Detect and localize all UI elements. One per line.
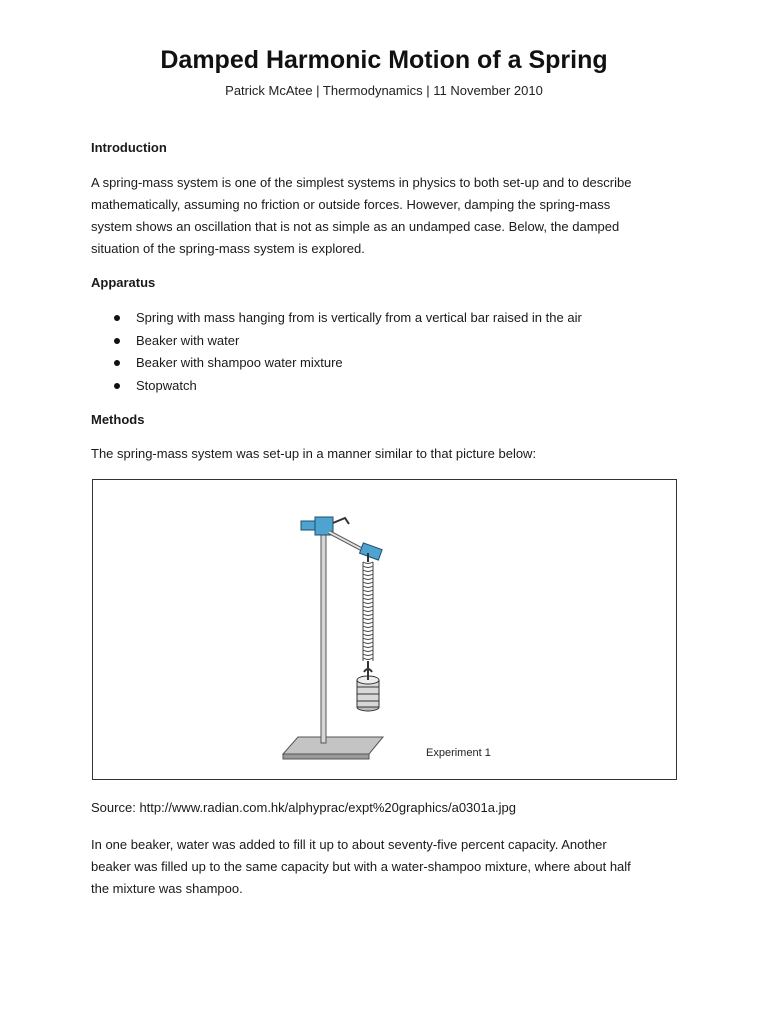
apparatus-item-text: Spring with mass hanging from is vertically from a vertical bar raised in the air xyxy=(136,310,582,325)
apparatus-item xyxy=(91,307,582,330)
apparatus-item xyxy=(91,330,582,353)
vertical-rod xyxy=(321,528,326,743)
stand-base-edge xyxy=(283,754,369,759)
page-title: Damped Harmonic Motion of a Spring xyxy=(160,46,608,74)
bullet-icon xyxy=(114,383,120,389)
apparatus-item-text: Beaker with water xyxy=(136,332,240,348)
spring-clamp xyxy=(360,543,383,560)
experiment-figure xyxy=(92,479,677,780)
spring-stand-illustration xyxy=(93,480,676,779)
apparatus-item-text: Stopwatch xyxy=(136,377,197,393)
methods-closing-line: In one beaker, water was added to fill it up to about seventy-five percent capacity. Another xyxy=(91,837,607,852)
introduction-line: mathematically, assuming no friction or outside forces. However, damping the spring-mass xyxy=(91,197,611,212)
introduction-line: A spring-mass system is one of the simplest systems in physics to both set-up and to describe xyxy=(91,175,632,190)
stand-base xyxy=(283,737,383,754)
image-source xyxy=(91,800,516,815)
methods-closing-paragraph xyxy=(91,834,671,900)
introduction-line: system shows an oscillation that is not as simple as an undamped case. Below, the damped xyxy=(91,219,620,234)
figure-caption: Experiment 1 xyxy=(426,747,491,759)
apparatus-item-text: Beaker with shampoo water mixture xyxy=(136,355,343,370)
apparatus-heading: Apparatus xyxy=(91,275,156,290)
source-label: Source: xyxy=(91,800,136,815)
methods-intro: The spring-mass system was set-up in a manner similar to that picture below: xyxy=(91,446,537,461)
methods-closing-line: beaker was filled up to the same capacity but with a water-shampoo mixture, where about half xyxy=(91,859,631,874)
clamp-screw xyxy=(333,518,349,524)
horizontal-arm-highlight xyxy=(329,532,363,550)
mass-hook xyxy=(364,661,372,672)
introduction-line: situation of the spring-mass system is explored. xyxy=(91,241,365,256)
methods-heading: Methods xyxy=(91,412,145,427)
bullet-icon xyxy=(114,315,120,321)
bullet-icon xyxy=(114,360,120,366)
introduction-heading: Introduction xyxy=(91,140,167,155)
introduction-paragraph xyxy=(91,172,671,260)
bullet-icon xyxy=(114,338,120,344)
byline: Patrick McAtee | Thermodynamics | 11 November 2010 xyxy=(225,83,543,98)
apparatus-item xyxy=(91,375,582,398)
slotted-masses xyxy=(357,672,379,711)
apparatus-item xyxy=(91,352,582,375)
spring-coil xyxy=(363,562,373,661)
apparatus-list xyxy=(91,307,582,397)
source-url[interactable]: http://www.radian.com.hk/alphyprac/expt%20graphics/a0301a.jpg xyxy=(139,800,516,815)
methods-closing-line: the mixture was shampoo. xyxy=(91,881,243,896)
